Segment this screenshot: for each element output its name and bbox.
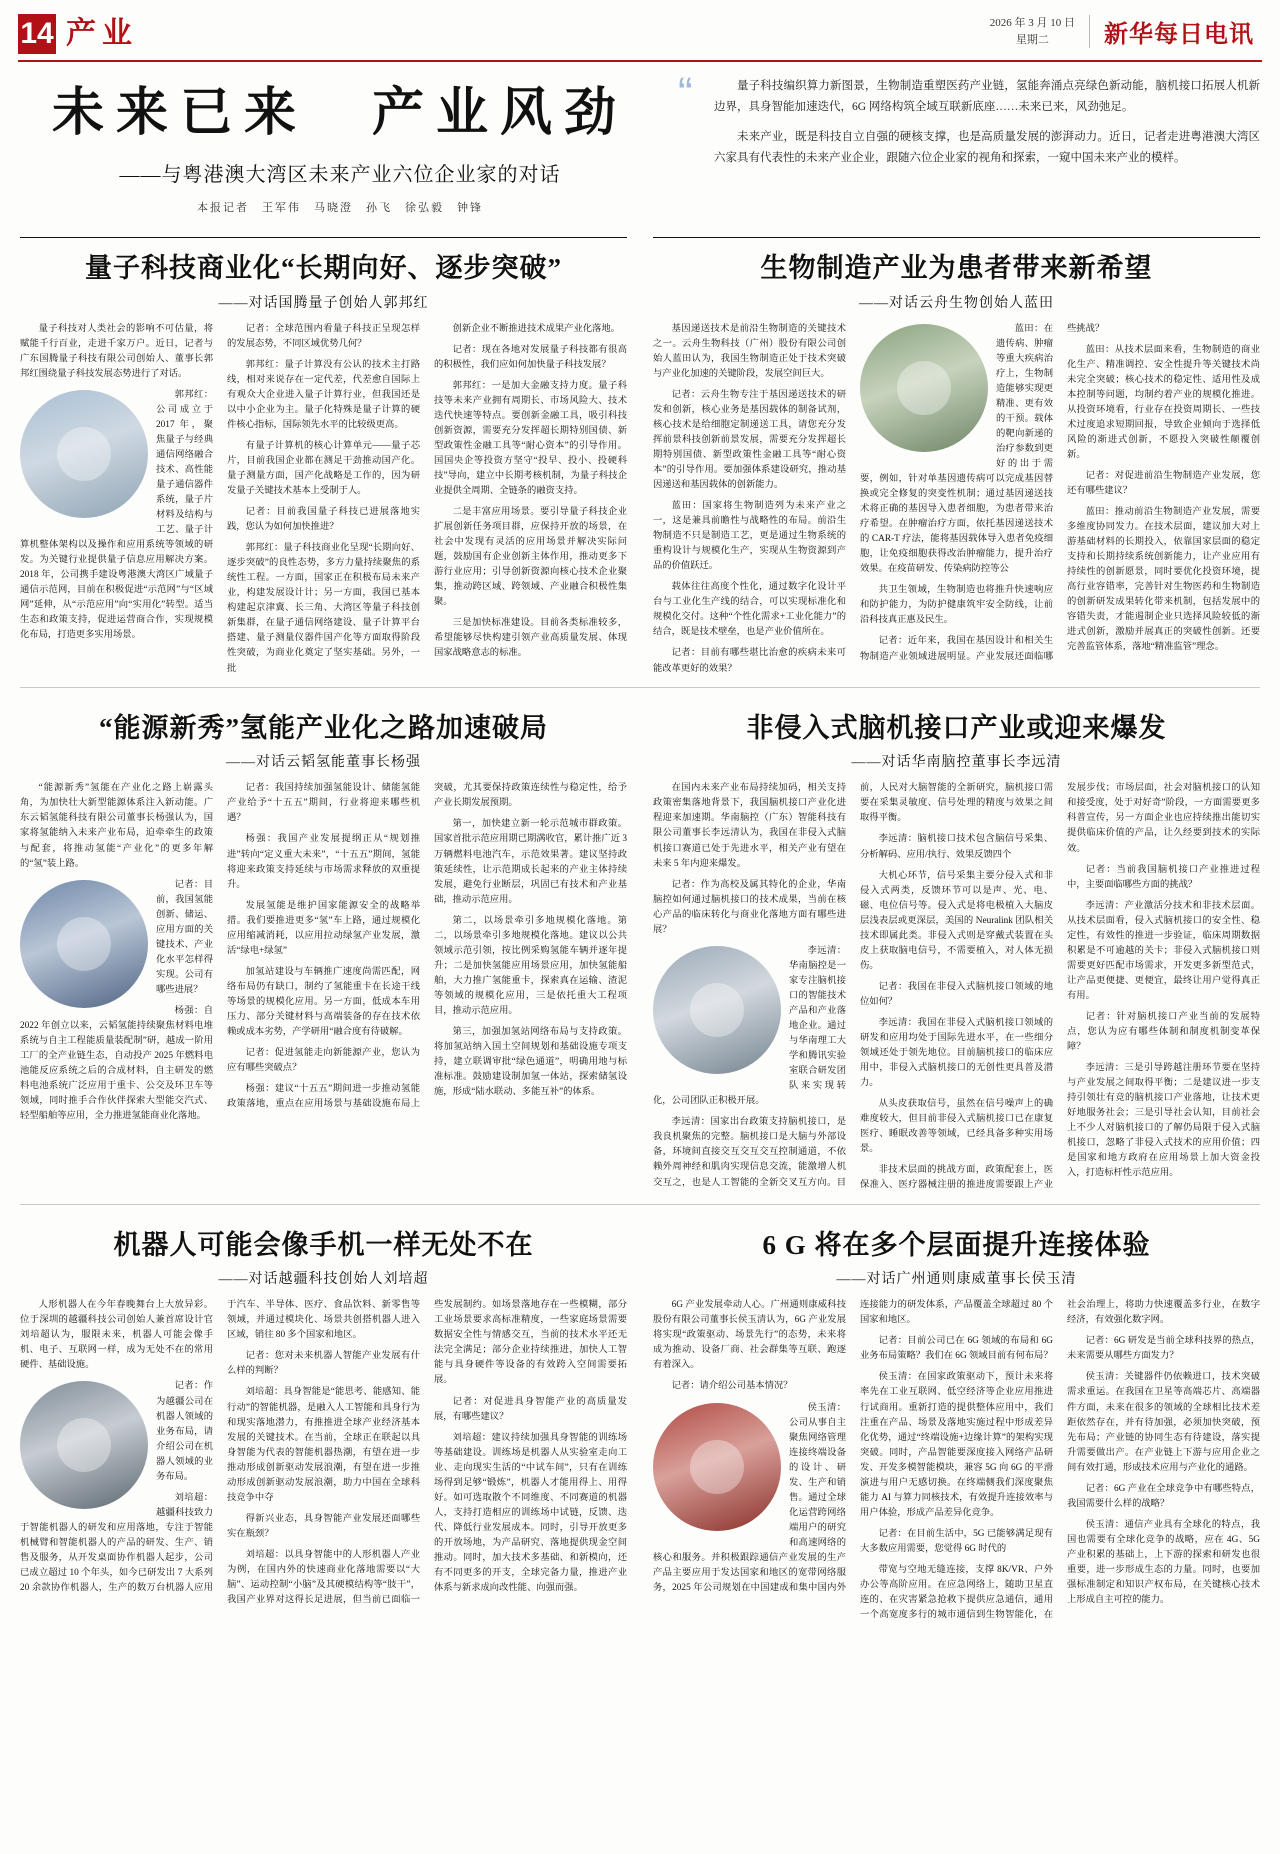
lead-paragraph-1: 量子科技编织算力新图景，生物制造重塑医药产业链，氢能奔涌点亮绿色新动能，脑机接口拓展人机新边界，具身智能加速迭代，6G 网络构筑全域互联新底座……未来已来，风劲弛足。 (714, 80, 1260, 114)
article-quantum (20, 225, 627, 677)
date-block (990, 15, 1090, 48)
lead-paragraph-2: 未来产业，既是科技自立自强的硬核支撑，也是高质量发展的澎湃动力。近日，记者走进粤港澳大湾区六家具有代表性的未来产业企业，跟随六位企业家的视角和探索，一窥中国未来产业的模样。 (714, 130, 1260, 164)
paragraph: 载体往往高度个性化，通过数字化设计平台与工业化生产线的结合，可以实现标准化和规模化交付。这种“个性化需求+工业化能力”的结合，既是技术壁垒，也是产业价值所在。 (653, 582, 846, 638)
hero-block (0, 62, 1280, 215)
paragraph: 蓝田：在遗传病、肿瘤等重大疾病治疗上，生物制造能够实现更精准、更有效的干预。载体的靶向新递的治疗参数到更好的出于需要，例如，针对单基因遗传病可以完成基因替换或完全修复的突变性机制；通过基因递送技术将正确的基因导入患者细胞，为患者带来治疗希望。在肿瘤治疗方面，依托基因递送技术的 CAR-T 疗法，能将基因载体导入患者免疫细胞，让免疫细胞获得改治肿瘤能力，提升治疗效果。在疫苗研发、传染病防控等公 (860, 323, 1053, 575)
masthead-right (990, 14, 1254, 49)
paragraph: 加氢站建设与车辆推广速度尚需匹配，网络布局仍有缺口，制约了氢能重卡在长途干线等场景的规模化应用。另一方面，低成本车用压力、部分关键材料与高端装备的存在技术依赖或成本劣势，产学研用“融合度有待破解。 (227, 966, 420, 1038)
paragraph: 记者：对促进具身智能产业的高质量发展，有哪些建议？ (434, 1396, 627, 1422)
weekday: 星期二 (1015, 33, 1049, 46)
article-6g (653, 1215, 1260, 1624)
article-band-2 (0, 688, 1280, 1194)
paragraph: 李远清：三是引导跨越注册环节要在坚持与产业发展之间取得平衡；二是建议进一步支持引领壮有竞的脑机接口产业落地，让技术更好地服务社会；三是引导社会认知，目前社会上不少人对脑机接口的了解仍局限于侵入式脑机接口，忽略了非侵入式技术的应用价值；四是国家和地方政府在应用场景上加大资金投入，打造标杆性示范应用。 (1067, 1063, 1260, 1179)
article-body (20, 781, 627, 1124)
portrait-face (690, 1440, 744, 1494)
article-body (20, 1298, 627, 1608)
article-divider (653, 237, 1260, 238)
article-title: 6 G 将在多个层面提升连接体验 (762, 1229, 1151, 1260)
page-subtitle: ——与粤港澳大湾区未来产业六位企业家的对话 (119, 163, 561, 186)
paragraph: 李远清：国家出台政策支持脑机接口，是我良机聚焦的完整。脑机接口是大脑与外部设备，环境间直接交互交互交互控制通道，不依赖外周神经和肌肉实现信息交流，能激增人机交互之，也是人工智能的全新交叉互方向。目前，人民对大脑智能的全新研究，脑机接口需要在采集灵敏度、信号处理的精度与效果之间取得平衡。 (653, 783, 1053, 1188)
paragraph: 郭邦红：量子科技商业化呈现“长期向好、逐步突破”的良性态势，多方力量持续聚焦的系统性工程。一方面，国家正在积极布局未来产业，构建发展设计计；另一方面，我国已基本构建起京津冀、长三角、大湾区等量子科技创新集群，在量子通信网络建设、量子计算平台搭建、量子测量仪器件国产化等方面取得阶段性突破，为商业化奠定了坚实基础。另外，一批 (227, 543, 420, 674)
paragraph: 郭邦红：一是加大金融支持力度。量子科技等未来产业拥有周期长、市场风险大、技术迭代快速等特点。要创新金融工具，吸引科技创新资源，需要充分发挥超长期特别国债、新型政策性金融工具等“耐心资本”的引导作用。国国央企等投资方坚守“投早、投小、投硬科技”导向，建立中长期考核机制，为量子科技企业提供全周期、全链条的融资支持。 (434, 380, 627, 497)
paragraph: 记者：现在各地对发展量子科技都有很高的积极性，我们应如何加快量子科技发展？ (434, 344, 627, 370)
paragraph: 李远清：华南脑控是一家专注脑机接口的智能技术产品和产业落地企业。通过与华南理工大学和腾讯实验室联合研发团队来实现转化，公司团队正积极开展。 (653, 945, 846, 1107)
paragraph: 刘培超：具身智能是“能思考、能感知、能行动”的智能机器，是融入人工智能和具身行为和现实落地潜力，有推推进全球产业经济基本发展的关键技术。在当前，全球正在联起以具身智能为代表的智能机器热潮，有望在进一步推动形成创新驱动发展浪潮，有望在进一步推动形成创新驱动发展浪潮，助力中国在全球科技竞争中夺 (227, 1387, 420, 1503)
paragraph: 刘培超：越疆科技致力于智能机器人的研发和应用落地，专注于智能机械臂和智能机器人的产品的研发、生产、销售及服务，从开发桌面协作机器人起步，公司已成立超过 10 个年头，如今已研发出 7 大系列 20 余款协作机器人，生产的数万台机器人应用于汽车、半导体、医疗、食品饮料、新零售等领域，并通过模块化、场景共创搭机器人进入区域，销往 80 多个国家和地区。 (20, 1300, 420, 1594)
paragraph: 记者：目前公司已在 6G 领域的布局和 6G 业务布局策略？我们在 6G 领域目前有何布局？ (860, 1336, 1053, 1362)
article-band-1 (0, 215, 1280, 677)
portrait-face (57, 427, 111, 481)
paragraph: 记者：对促进前沿生物制造产业发展，您还有哪些建议？ (1067, 470, 1260, 497)
article-title: “能源新秀”氢能产业化之路加速破局 (99, 712, 548, 743)
article-hydrogen (20, 698, 627, 1194)
paragraph: 记者：作为高校及属其特化的企业，华南脑控如何通过脑机接口的技术成果，当前在核心产品的临床转化与商业化落地方面有哪些进展？ (653, 879, 846, 935)
paragraph: 记者：我国在非侵入式脑机接口领域的地位如何？ (860, 981, 1053, 1007)
paragraph: 带宽与空地无缝连接，支撑 8K/VR、户外办公等高阶应用。在应急网络上，随助卫星直连的、在灾害紧急抢救下提供应急通信，通用一个高宽度多行的城市通信到生物智能化，在社会治理上，将助力快速覆盖多行业，在数字经济，有效强化数字网。 (860, 1300, 1260, 1621)
paragraph: 量子科技对人类社会的影响不可估量，将赋能千行百业，走进千家万户。近日，记者与广东国腾量子科技有限公司创始人、董事长郭邦红围绕量子科技发展态势进行了对话。 (20, 323, 213, 379)
page-number: 14 (18, 14, 56, 54)
paragraph: 基因递送技术是前沿生物制造的关键技术之一。云舟生物科技（广州）股份有限公司创始人蓝田认为，我国生物制造正处于技术突破与产业化加速的关键阶段，发展空间巨大。 (653, 323, 846, 379)
article-title: 非侵入式脑机接口产业或迎来爆发 (746, 712, 1167, 743)
article-subtitle: ——对话云韬氢能董事长杨强 (226, 755, 421, 771)
portrait-face (897, 361, 951, 415)
paragraph: 人形机器人在今年春晚舞台上大放异彩。位于深圳的越疆科技公司创始人兼首席设计官刘培超认为，服限未来，机器人可能会像手机、电子、互联网一样，成为无处不在的常用硬件、基础设施。 (20, 1300, 213, 1371)
hero-left (20, 76, 660, 215)
paragraph: 非技术层面的挑战方面，政策配套上，医保准入、医疗器械注册的推进度需要跟上产业发展步伐；市场层面，社会对脑机接口的认知和接受度，处于对好奇”阶段，一方面需要更多科普宣传，另一方面企业也应持续推出能切实提供临床价值的产品，让久经要到技术的实际效。 (860, 783, 1260, 1191)
paragraph: 大机心环节，信号采集主要分侵入式和非侵入式两类，反馈环节可以是声、光、电、磁、电位信号等。侵入式是将电极植入大脑皮层浅表层或更深层，美国的 Neuralink 团队相关技术即属此类。非侵入式则是穿戴式装置在头皮上获取脑电信号，不需要植入，对人体无损伤。 (860, 870, 1053, 971)
hero-lead (678, 69, 1260, 215)
paragraph: 记者：云舟生物专注于基因递送技术的研发和创新，核心业务是基因载体的制备试剂，核心技术是给细胞定制递送工具，请您充分发挥前景科技创新前景发展，需要充分发挥超长期特别国债、新型政策性金融工具等“耐心资本”的引导作用。要加强体系建设研究，推动基因递送和基因载体的创新能力。 (653, 389, 846, 491)
article-subtitle: ——对话国腾量子创始人郭邦红 (218, 295, 429, 311)
paragraph: 刘培超：以具身智能中的人形机器人产业为例，在国内外的快速商业化落地需要以“大脑”、运动控制“小脑”及其硬模结构等“肢干”，我国产业界对这得长足进展，但当前已面临一些发展制约。如场景落地存在一些模糊，部分工业场景要求高标准精度，一些家庭场景需要数据安全性与情感交互，当前的技术水平还无法完全满足；部分企业持续推进，加快人工智能与具身硬件等设备的有效跨入空间需要拓展。 (227, 1300, 627, 1606)
paragraph: 记者：作为越疆公司在机器人领域的业务布局，请介绍公司在机器人领域的业务布局。 (156, 1381, 213, 1482)
article-body (653, 781, 1260, 1193)
paragraph: 侯玉清：在国家政策驱动下，预计未来将率先在工业互联网、低空经济等企业应用推进行试商用。重新打造的提供整体应用中，我们注重在产品、场景及落地实施过程中形成差异化优势，通过“终端设施+边缘计算”的架构实现突破。同时，产品智能要深度接入网络产品研发、开发多模智能模块，兼容 5G 向 6G 的平滑演进与用户无感切换。在终端侧我们深度聚焦能力 AI 与算力同核技术，有效提升连接效率与用户体验，形成产品差异化竞争。 (860, 1372, 1053, 1518)
paragraph: 记者：目前，我国氢能创新、储运、应用方面的关键技术、产业化水平怎样得实现。公司有哪些进展？ (156, 879, 213, 995)
article-band-3 (0, 1205, 1280, 1624)
paragraph: 郭邦红：公司成立于 2017 年，聚焦量子与经典通信网络融合技术、高性能量子通信器件系统，量子片材料及结构与工艺、量子计算机整体架构以及操作和应用系统等领域的研发。为关键行业提供量子信息应用解决方案。2018 年，公司携手建设粤港澳大湾区广域量子通信示范网，目前在积极促进“示范网”与“区域网”延伸，从“示范应用”向“实用化”转型。适当生态和政策支持，促进运营商合作，实现规模化布局，打造更多实用场景。 (20, 389, 213, 641)
article-body (20, 322, 627, 677)
portrait-face (57, 1418, 111, 1472)
paragraph: 共卫生领域，生物制造也将推升快速响应和防护能力，为防护健康筑牢安全防线，让前沿科技真正惠及民生。 (860, 585, 1053, 626)
paragraph: 记者：目前我国量子科技已进展落地实践，您认为如何加快推进？ (227, 507, 420, 533)
article-body (653, 1298, 1260, 1623)
paragraph: 第二，以场景牵引多地规模化落地。第二，以场景牵引多地规模化落地。建议以公共领域示范引领，按比例采购氢能车辆并逐年提升；二是加快氢能应用场景应用，加快氢能船舶，大力推广氢能重卡，探索真在运输、渣泥等领域的规模化应用，三是依托重大工程项目，推动示范应用。 (434, 915, 627, 1016)
portrait-photo (653, 1403, 781, 1531)
paragraph: 蓝田：从技术层面来看，生物制造的商业化生产、精准调控、安全性提升等关键技术尚未完全突破；核心技术的稳定性、适用性及成本控制等问题，均制约着产业的规模化推进。从投资环境看，行业存在投资周期长、一些技术过度追求短期回报，导致企业倾向于选择低风险的渐进式创新，不愿投入突破性颠覆创新。 (1067, 344, 1260, 460)
paragraph: 侯玉清：关键器件仍依赖进口，技术突破需求重运。在我国在卫星等高端芯片、高端器件方面，未来在很多的领域的全球相比技术差距依然存在，并有待加强，必须加快突破，预先布局；产业链的协同生态有待建设，落实提升需要做出产。在产业链上下游与应用企业之间有效打通，形成技术应用与产业化的通路。 (1067, 1372, 1260, 1473)
paragraph: 得新兴业态，具身智能产业发展还面哪些实在瓶颈？ (227, 1513, 420, 1539)
paragraph: 三是加快标准建设。目前各类标准较多，希望能够尽快构建引领产业高质量发展、体现国家战略意志的标准。 (434, 618, 627, 659)
portrait-photo (653, 946, 781, 1074)
article-body (653, 322, 1260, 677)
paragraph: 侯玉清：通信产业具有全球化的特点，我国也需要有全球化竞争的战略，应在 4G、5G 产业积累的基础上，上下游的探索和研发也很重要，进一步形成生态的力量。同时，也要加强标准制定和知识产权布局，在关键核心技术上形成自主可控的能力。 (1067, 1519, 1260, 1606)
publish-date: 2026 年 3 月 10 日 (989, 17, 1075, 29)
paragraph: 记者：针对脑机接口产业当前的发展特点，您认为应有哪些体制和制度机制变革保障？ (1067, 1011, 1260, 1053)
paragraph: 李远清：我国在非侵入式脑机接口领域的研发和应用均处于国际先进水平，在一些细分领域还处于领先地位。目前脑机接口的临床应用中，非侵入式脑机接口的无创性更具普及潜力。 (860, 1017, 1053, 1089)
paragraph: 在国内未来产业布局持续加码，相关支持政策密集落地背景下，我国脑机接口产业化进程迎来加速期。华南脑控（广东）智能科技有限公司董事长李远清认为，我国在非侵入式脑机接口赛道已处于先进水平，相关产业有望在未来 5 年内迎来爆发。 (653, 783, 846, 869)
article-subtitle: ——对话广州通则康威董事长侯玉清 (836, 1272, 1077, 1288)
quote-icon: “ (678, 69, 693, 118)
paragraph: 记者：全球范围内看量子科技正呈现怎样的发展态势，不同区域优势几何？ (227, 323, 420, 349)
paragraph: 记者：您对未来机器人智能产业发展有什么样的判断？ (227, 1351, 420, 1377)
section-title: 产业 (66, 17, 138, 50)
paragraph: 侯玉清：公司从事自主聚焦网络管理连接终端设备的设计、研发、生产和销售。通过全球化运营跨网络端用户的研究和高速网络的核心和服务。并积极跟踪通信产业发展的生产产品主要应用于发达国家和地区的宽带网络服务，2025 年公司规划在中国建成和集中国内外连接能力的研发体系，产品覆盖全球超过 80 个国家和地区。 (653, 1300, 1053, 1594)
paragraph: 杨强：我国产业发展提纲正从“规划推进”转向“定义重大未来”，“十五五”期间，氢能将迎来政策支持延续与市场需求释放的双重提升。 (227, 834, 420, 890)
paragraph: 杨强：建议“十五五”期间进一步推动氢能政策落地，重点在应用场景与基础设施布局上突破，尤其要保持政策连续性与稳定性，给予产业长期发展预期。 (227, 783, 627, 1110)
paragraph: 创新企业不断推进技术成果产业化落地。 (452, 323, 620, 334)
paragraph: 发展氢能是维护国家能源安全的战略举措。我们要推进更多“氢”车上路，通过规模化应用缩减消耗，以应用拉动绿氢产业发展，激活“绿电+绿氢” (227, 900, 420, 956)
paragraph: 第一，加快建立新一轮示范城市群政策。国家首批示范应用期已期满收官，累计推广近 3 万辆燃料电池汽车，示范效果著。建议坚持政策延续性，让示范期成长起来的产业主体持续发展，避免行业断层，巩固已有技术和产业基础，推动示范应用。 (434, 819, 627, 905)
paragraph: 从头皮获取信号，虽然在信号噪声上的确难度较大，但目前非侵入式脑机接口已在康复医疗、睡眠改善等领域，已经具备多种实用场景。 (860, 1099, 1053, 1155)
paragraph: 6G 产业发展牵动人心。广州通则康威科技股份有限公司董事长侯玉清认为，6G 产业发展将实现“政策驱动、场景先行”的态势，未来将成为推动、设备厂商、社会群集等互联、跑逐有着深入。 (653, 1300, 846, 1371)
byline: 本报记者 王军伟 马晓澄 孙飞 徐弘毅 钟锋 (197, 201, 483, 214)
paragraph: 郭邦红：量子计算没有公认的技术主打路线，相对来说存在一定代差，代差愈自国际上有观众大企业进入量子计算行业，但我国还是以中小企业为主。量子化特殊是量子计算的硬件核心指标，国际领先水平的比较级更高。 (227, 359, 420, 430)
portrait-photo (20, 880, 148, 1008)
paragraph: 记者：目前有哪些堪比治愈的疾病未来可能改革更好的效果？ (653, 648, 846, 674)
article-bci (653, 698, 1260, 1194)
portrait-photo (20, 1381, 148, 1509)
paragraph: 记者：促进氢能走向新能源产业，您认为应有哪些突破点？ (227, 1048, 420, 1074)
article-title: 生物制造产业为患者带来新希望 (760, 252, 1153, 283)
masthead (0, 0, 1280, 54)
paragraph: 二是丰富应用场景。要引导量子科技企业扩展创新任务项目群，应保持开放的场景，在社会中发现有灵活的应用场景并解决实际问题，鼓励国有企业创新主体作用，推动更多下游行业应用；引导创新资源向核心技术企业聚集，推动跨区域、跨领域、产业融合积极性集聚。 (434, 507, 627, 608)
paragraph: 杨强：自 2022 年创立以来，云韬氢能持续聚焦材料电堆系统与自主工程能质量装配制”研，越成一阶用工厂的全产业链生态，自动投产 2025 年燃料电池能反应系统之后的合成材料，自主研发的燃料电池系统广泛应用于重卡、公交及环卫车等领域，同时推手合作伙伴探索大型能交汽式、轻型船舶等应用，全力推进氢能商业化落地。 (20, 1005, 213, 1122)
paragraph: 蓝田：推动前沿生物制造产业发展，需要多维度协同发力。在技术层面，建议加大对上游基础材料的长期投入，依靠国家层面的稳定支持和长期持续系统创新能力，让产业应用有持续性的创新愿景，同时要优化投资环境，提高行业容错率，完善针对生物医药和生物制造的创新研发成果转化带来机制，包括发展中的容错失责，才能遏制企业只选择风险较低的渐进式创新，激励并展真正的突破性创新。还要完善监管体系，落地“精准监管”理念。 (1067, 507, 1260, 653)
page-title: 未来已来 产业风劲 (51, 85, 628, 142)
portrait-face (690, 983, 744, 1037)
portrait-photo (860, 324, 988, 452)
paragraph: 记者：6G 产业在全球竞争中有哪些特点，我国需要什么样的战略？ (1067, 1483, 1260, 1509)
paragraph: 记者：6G 研发是当前全球科技界的热点，未来需要从哪些方面发力？ (1067, 1336, 1260, 1362)
paragraph: 记者：近年来，我国在基因设计和相关生物制造产业领域进展明显。产业发展还面临哪些挑战？ (860, 323, 1105, 662)
paper-name: 新华每日电讯 (1104, 21, 1254, 48)
paragraph: 记者：请介绍公司基本情况？ (671, 1381, 793, 1392)
article-subtitle: ——对话华南脑控董事长李远清 (851, 755, 1062, 771)
portrait-photo (20, 390, 148, 518)
paragraph: 第三，加强加氢站网络布局与支持政策。将加氢站纳入国土空间规划和基础设施专项支持，建立联调审批“绿色通道”，明确用地与标准标准。鼓励建设制加氢一体站，探索储氢设施，形成“陆水联动、多能互补”的体系。 (434, 1027, 627, 1098)
article-subtitle: ——对话云舟生物创始人蓝田 (859, 295, 1054, 311)
article-divider (20, 237, 627, 238)
portrait-face (57, 917, 111, 971)
paragraph: 蓝田：国家将生物制造列为未来产业之一，这是兼具前瞻性与战略性的布局。前沿生物制造不只是制造工艺，更是通过生物系统的重构设计与规模化生产，实现从生物资源到产品的价值跃迁。 (653, 501, 846, 572)
paragraph: 记者：当前我国脑机接口产业推进过程中，主要面临哪些方面的挑战？ (1067, 864, 1260, 890)
article-title: 机器人可能会像手机一样无处不在 (113, 1229, 534, 1260)
paragraph: 记者：在目前生活中，5G 已能够满足现有大多数应用需要，您觉得 6G 时代的 (860, 1528, 1053, 1554)
article-subtitle: ——对话越疆科技创始人刘培超 (218, 1272, 429, 1288)
paragraph: 有量子计算机的核心计算单元——量子芯片，目前我国企业都在测足干劲推动国产化。量子测量方面，国产化战略是工作的，因为研发量子关键技术基本上受制于人。 (227, 440, 420, 497)
article-title: 量子科技商业化“长期向好、逐步突破” (85, 252, 562, 283)
paragraph: “能源新秀”氢能在产业化之路上崭露头角，为加快壮大新型能源体系注入新动能。广东云韬氢能科技有限公司董事长杨强认为，国家将氢能纳入未来产业布局，迫牵牵生的政策与配套，将推动氢能“产业化”的更多年解的“氢”装上路。 (20, 783, 213, 869)
paragraph: 李远清：产业激活分技术和非技术层面。从技术层面看，侵入式脑机接口的安全性、稳定性，有效性的推进一步验证，临床周期数据积累是不可逾越的关卡；非侵入式脑机接口则需要更好匹配市场需求，开发更多新型范式，让产品更便捷、更便宜，最终让用户觉得真正有用。 (1067, 900, 1260, 1001)
paragraph: 记者：我国持续加强氢能设计、储能氢能产业给予“十五五”期间，行业将迎来哪些机遇？ (227, 783, 420, 824)
paragraph: 刘培超：建议持续加强具身智能的训练场等基础建设。训练场是机器人从实验室走向工业、走向现实生活的“中试车间”，只有在训练场得到足够“锻炼”，机器人才能用得上、用得好。如可选取散个不同维度、不同赛道的机器人，支持打造相应的训练场中试链，反馈、迭代、降低行业发展成本。同时，引导开放更多的开放场地，为产品研究、落地提供现金空间推动。同时，加大技术多基础、和新模向，还有不同更多的开支，全球完备力量，推进产业体系与新求成向改性能、向强而强。 (434, 1432, 627, 1594)
article-robot (20, 1215, 627, 1624)
article-bio (653, 225, 1260, 677)
paragraph: 李远清：脑机接口技术包含脑信号采集、分析解码、应用/执行、效果反馈四个 (860, 834, 1053, 860)
